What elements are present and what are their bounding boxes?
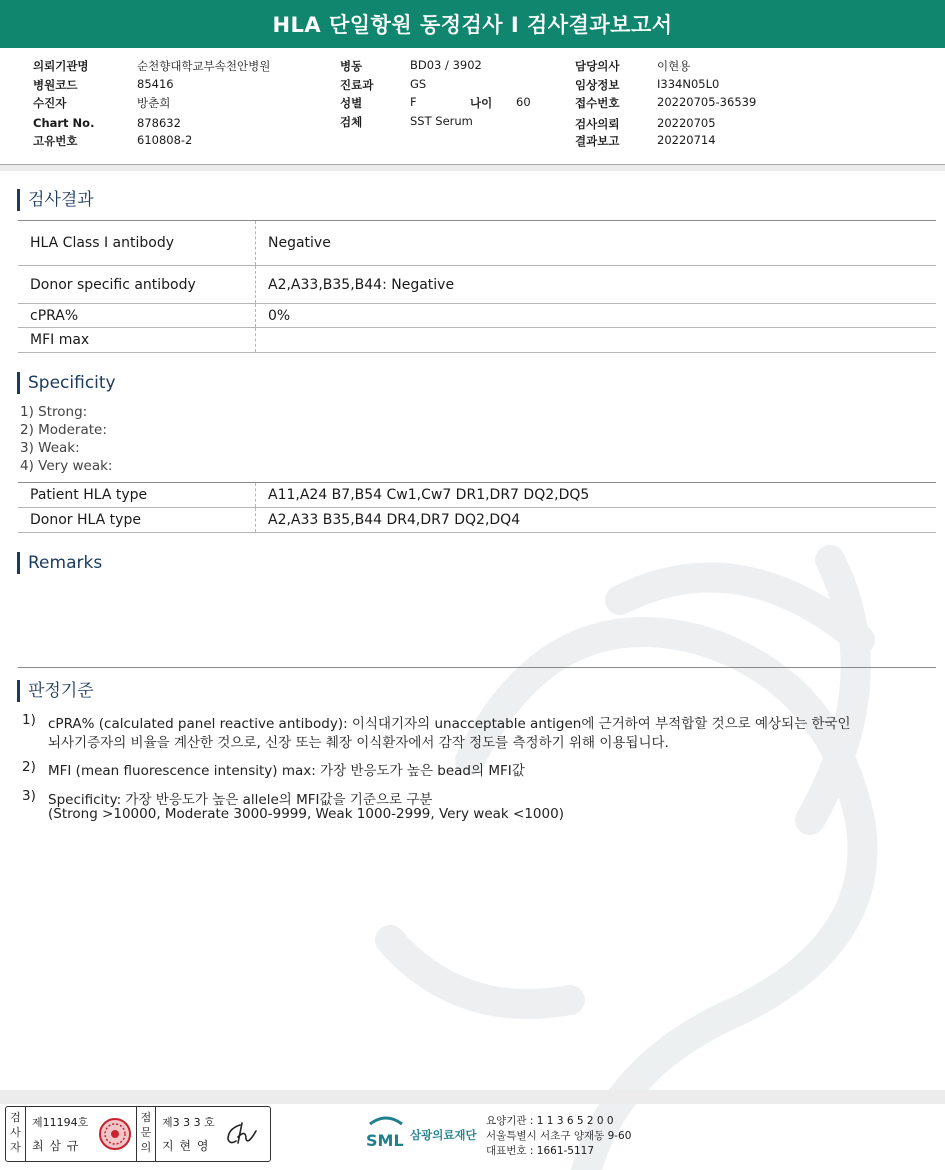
table-row bbox=[18, 266, 936, 304]
value-age: 60 bbox=[516, 95, 531, 109]
row-value: A2,A33,B35,B44: Negative bbox=[268, 276, 455, 293]
criteria-num-3: 3) bbox=[22, 788, 36, 804]
value-result-report: 20220714 bbox=[657, 133, 716, 147]
section-title-specificity: Specificity bbox=[17, 372, 116, 394]
row-label: Donor HLA type bbox=[30, 512, 141, 528]
value-physician: 이현용 bbox=[657, 59, 691, 73]
value-ward: BD03 / 3902 bbox=[410, 58, 482, 72]
org-name: 삼광의료재단 bbox=[410, 1128, 477, 1142]
reviewer-license-no: 제3 3 3 호 bbox=[162, 1116, 215, 1129]
label-department: 진료과 bbox=[340, 78, 374, 92]
value-unique-no: 610808-2 bbox=[137, 133, 193, 147]
label-patient: 수진자 bbox=[33, 96, 67, 110]
value-sex: F bbox=[410, 95, 417, 109]
specificity-moderate: 2) Moderate: bbox=[20, 422, 107, 438]
row-label: Donor specific antibody bbox=[30, 276, 196, 293]
label-unique-no: 고유번호 bbox=[33, 134, 78, 148]
criteria-3-line-1: Specificity: 가장 반응도가 높은 allele의 MFI값을 기준으로 구분 bbox=[48, 792, 433, 808]
remarks-divider bbox=[18, 667, 936, 668]
specificity-very-weak: 4) Very weak: bbox=[20, 458, 113, 474]
inspector-license-no: 제11194호 bbox=[32, 1116, 89, 1129]
criteria-3-line-2: (Strong >10000, Moderate 3000-9999, Weak 1000-2999, Very weak <1000) bbox=[48, 806, 564, 822]
row-value: Negative bbox=[268, 235, 331, 251]
value-test-request: 20220705 bbox=[657, 116, 716, 130]
inspector-role-label: 검사자 bbox=[6, 1107, 26, 1161]
value-chart-no: 878632 bbox=[137, 116, 181, 130]
label-result-report: 결과보고 bbox=[575, 134, 620, 148]
report-title: HLA 단일항원 동정검사 I 검사결과보고서 bbox=[0, 0, 945, 48]
value-department: GS bbox=[410, 77, 427, 91]
label-physician: 담당의사 bbox=[575, 59, 620, 73]
row-label: MFI max bbox=[30, 332, 90, 348]
value-requesting-institution: 순천향대학교부속천안병원 bbox=[137, 59, 271, 73]
phone-number: 대표번호 : 1661-5117 bbox=[486, 1145, 595, 1157]
row-label: Patient HLA type bbox=[30, 487, 148, 503]
row-value: A11,A24 B7,B54 Cw1,Cw7 DR1,DR7 DQ2,DQ5 bbox=[268, 487, 590, 503]
header-divider bbox=[0, 165, 945, 171]
sml-logo-icon bbox=[364, 1112, 408, 1152]
reviewer-role-label: 점문의 bbox=[136, 1107, 156, 1161]
footer-divider bbox=[0, 1090, 945, 1104]
criteria-2-line-1: MFI (mean fluorescence intensity) max: 가장 반응도가 높은 bead의 MFI값 bbox=[48, 763, 525, 779]
table-row bbox=[18, 221, 936, 266]
criteria-1-line-2: 뇌사기증자의 비율을 계산한 것으로, 신장 또는 췌장 이식환자에서 감작 정도를 측정하기 위해 이용됩니다. bbox=[48, 735, 669, 751]
value-patient: 방춘희 bbox=[137, 96, 171, 110]
specificity-weak: 3) Weak: bbox=[20, 440, 80, 456]
reviewer-name: 지 현 영 bbox=[162, 1139, 210, 1153]
official-seal-icon bbox=[98, 1117, 132, 1151]
table-row bbox=[18, 304, 936, 328]
label-chart-no: Chart No. bbox=[33, 116, 95, 130]
label-clinical-info: 임상정보 bbox=[575, 78, 620, 92]
handwritten-signature-icon bbox=[224, 1119, 262, 1149]
table-row bbox=[18, 328, 936, 353]
address: 서울특별시 서초구 양재동 9-60 bbox=[486, 1130, 632, 1142]
value-clinical-info: I334N05L0 bbox=[657, 77, 720, 91]
hla-type-table bbox=[18, 482, 936, 533]
label-hospital-code: 병원코드 bbox=[33, 78, 78, 92]
patient-info-header bbox=[0, 48, 945, 165]
inspector-name: 최 삼 규 bbox=[32, 1139, 80, 1153]
specificity-strong: 1) Strong: bbox=[20, 404, 88, 420]
section-title-remarks: Remarks bbox=[17, 552, 102, 574]
label-sex: 성별 bbox=[340, 96, 363, 110]
results-table bbox=[18, 220, 936, 353]
criteria-num-1: 1) bbox=[22, 712, 36, 728]
criteria-1-line-1: cPRA% (calculated panel reactive antibody): 이식대기자의 unacceptable antigen에 근거하여 부적합할 것으로 예상되는 한국인 bbox=[48, 716, 851, 732]
table-row bbox=[18, 483, 936, 508]
criteria-num-2: 2) bbox=[22, 759, 36, 775]
label-specimen: 검체 bbox=[340, 115, 363, 129]
section-title-criteria: 판정기준 bbox=[17, 680, 94, 702]
label-ward: 병동 bbox=[340, 59, 363, 73]
label-receipt-no: 접수번호 bbox=[575, 96, 620, 110]
table-row bbox=[18, 508, 936, 533]
row-label: cPRA% bbox=[30, 307, 79, 324]
value-specimen: SST Serum bbox=[410, 114, 473, 128]
label-test-request: 검사의뢰 bbox=[575, 117, 620, 131]
label-requesting-institution: 의뢰기관명 bbox=[33, 59, 89, 73]
logo-text: SML bbox=[366, 1131, 404, 1150]
label-age: 나이 bbox=[470, 96, 493, 110]
row-value: A2,A33 B35,B44 DR4,DR7 DQ2,DQ4 bbox=[268, 512, 521, 528]
value-receipt-no: 20220705-36539 bbox=[657, 95, 757, 109]
signature-box bbox=[5, 1106, 271, 1162]
institution-code: 요양기관 : 1 1 3 6 5 2 0 0 bbox=[486, 1115, 614, 1127]
row-label: HLA Class I antibody bbox=[30, 235, 174, 251]
value-hospital-code: 85416 bbox=[137, 77, 174, 91]
section-title-results: 검사결과 bbox=[17, 189, 94, 211]
row-value: 0% bbox=[268, 307, 291, 324]
